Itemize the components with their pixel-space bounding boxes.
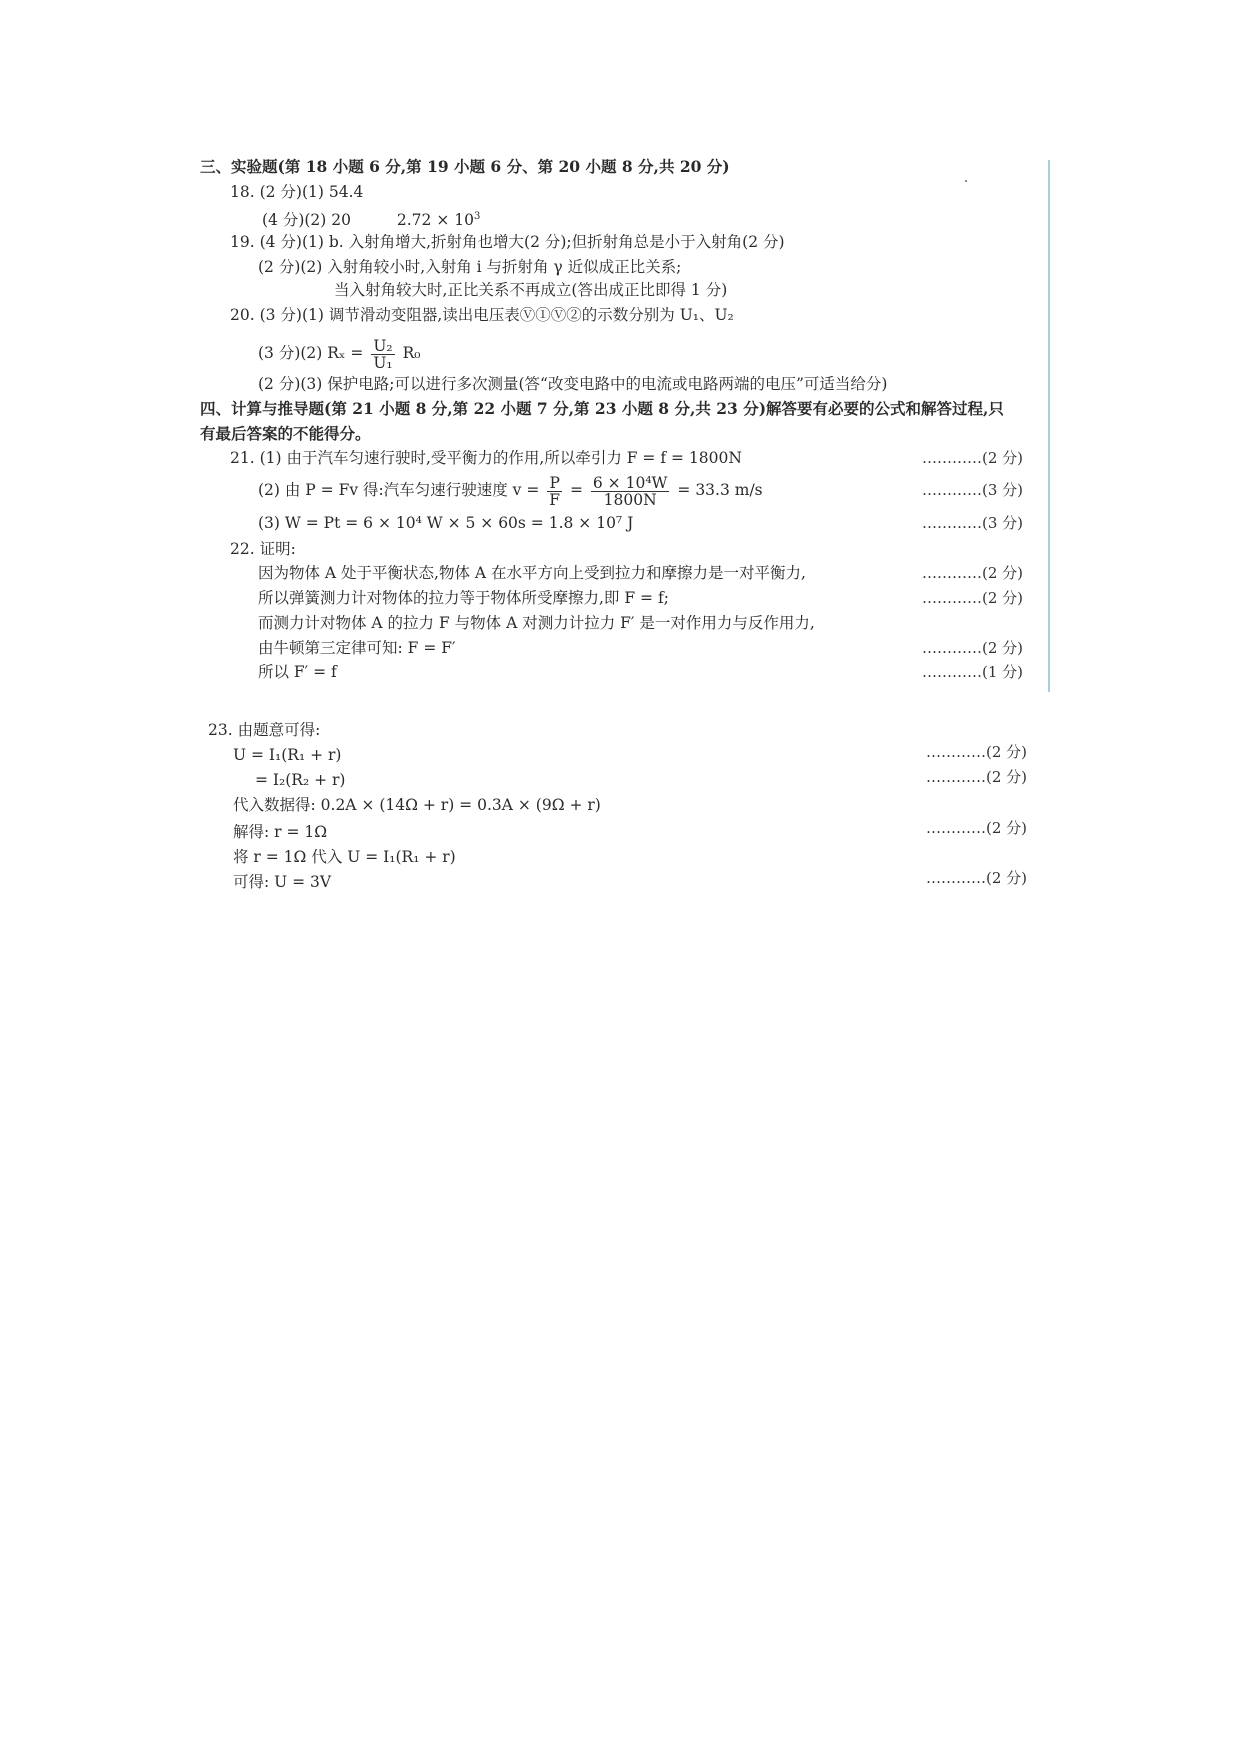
q18-part2-value: 2.72 × 10 (396, 211, 474, 230)
q20-part2-label: (3 分)(2) Rₓ = (258, 344, 364, 362)
q21-part1-score: …………(2 分) (921, 449, 1023, 467)
q23-line2-score: …………(2 分) (925, 768, 1027, 786)
section3-heading: 三、实验题(第 18 小题 6 分,第 19 小题 6 分、第 20 小题 8 分,共 20 分) (200, 157, 730, 176)
q18-part2-label: (4 分)(2) 20 (262, 211, 351, 230)
q21-fraction-p: P (547, 475, 562, 492)
q22-line1: 因为物体 A 处于平衡状态,物体 A 在水平方向上受到拉力和摩擦力是一对平衡力, (258, 564, 806, 582)
scan-margin-line (1048, 160, 1050, 692)
q21-fraction-values (591, 475, 670, 508)
q21-part2: (2) 由 P = Fv 得:汽车匀速行驶速度 v = $\frac{P}{F}$ = $\frac{\text{6 × 10⁴W}}{1800N}$ = 33.3 m/s (258, 473, 763, 509)
q19-part1: 19. (4 分)(1) b. 入射角增大,折射角也增大(2 分);但折射角总是小于入射角(2 分) (230, 233, 785, 251)
section4-heading-line2: 有最后答案的不能得分。 (200, 424, 371, 443)
q23-line6: 可得: U = 3V (233, 873, 332, 891)
q23-line6-score: …………(2 分) (925, 869, 1027, 887)
q21-part2-result: = 33.3 m/s (677, 481, 763, 499)
q22-line2: 所以弹簧测力计对物体的拉力等于物体所受摩擦力,即 F = f; (258, 589, 669, 607)
q20-fraction-numerator: U₂ (373, 336, 393, 355)
q21-part3: (3) W = Pt = 6 × 10⁴ W × 5 × 60s = 1.8 × 10⁷ J (258, 514, 634, 532)
q23-line1-score: …………(2 分) (925, 743, 1027, 761)
q23-line3: 代入数据得: 0.2A × (14Ω + r) = 0.3A × (9Ω + r) (233, 796, 601, 814)
q21-fraction-f: F (549, 490, 561, 509)
q22-line3: 而测力计对物体 A 的拉力 F 与物体 A 对测力计拉力 F′ 是一对作用力与反作用力, (258, 614, 815, 632)
scan-speck (965, 180, 967, 182)
q19-part2-cont: 当入射角较大时,正比关系不再成立(答出成正比即得 1 分) (334, 281, 728, 299)
q23-line5: 将 r = 1Ω 代入 U = I₁(R₁ + r) (233, 848, 456, 866)
q23-line2: = I₂(R₂ + r) (255, 771, 346, 789)
q20-part1: 20. (3 分)(1) 调节滑动变阻器,读出电压表Ⓥ①Ⓥ②的示数分别为 U₁、U₂ (230, 306, 734, 324)
q23-line1: U = I₁(R₁ + r) (233, 746, 342, 764)
q23-line4-score: …………(2 分) (925, 819, 1027, 837)
q23-heading: 23. 由题意可得: (208, 721, 321, 739)
q23-line4: 解得: r = 1Ω (233, 823, 328, 841)
q21-fraction-force: 1800N (603, 490, 657, 509)
q22-line5-score: …………(1 分) (921, 663, 1023, 681)
q22-line5: 所以 F′ = f (258, 663, 337, 681)
q22-heading: 22. 证明: (230, 540, 296, 558)
q21-part2-label: (2) 由 P = Fv 得:汽车匀速行驶速度 v = (258, 481, 540, 499)
q21-part3-score: …………(3 分) (921, 514, 1023, 532)
q21-part2-score: …………(3 分) (921, 481, 1023, 499)
q22-line1-score: …………(2 分) (921, 564, 1023, 582)
q19-part2: (2 分)(2) 入射角较小时,入射角 i 与折射角 γ 近似成正比关系; (258, 258, 682, 276)
q21-fraction-power: 6 × 10⁴W (592, 473, 668, 492)
q20-fraction (371, 338, 394, 371)
q22-line2-score: …………(2 分) (921, 589, 1023, 607)
q21-part1: 21. (1) 由于汽车匀速行驶时,受平衡力的作用,所以牵引力 F = f = 1800N (230, 449, 742, 467)
q20-part2 (258, 333, 420, 373)
q21-fraction-p-over-f (547, 475, 562, 508)
q20-part3: (2 分)(3) 保护电路;可以进行多次测量(答“改变电路中的电流或电路两端的电压”可适当给分) (258, 375, 888, 393)
q18-part2-exponent: 3 (473, 211, 481, 222)
q22-line4-score: …………(2 分) (921, 639, 1023, 657)
q22-line4: 由牛顿第三定律可知: F = F′ (258, 639, 456, 657)
q20-fraction-denominator: U₁ (373, 353, 393, 372)
q18-part2 (262, 207, 480, 230)
section4-heading-line1: 四、计算与推导题(第 21 小题 8 分,第 22 小题 7 分,第 23 小题 8 分,共 23 分)解答要有必要的公式和解答过程,只 (200, 399, 1004, 418)
q18-part1: 18. (2 分)(1) 54.4 (230, 183, 364, 201)
q20-part2-r0: R₀ (402, 344, 421, 362)
